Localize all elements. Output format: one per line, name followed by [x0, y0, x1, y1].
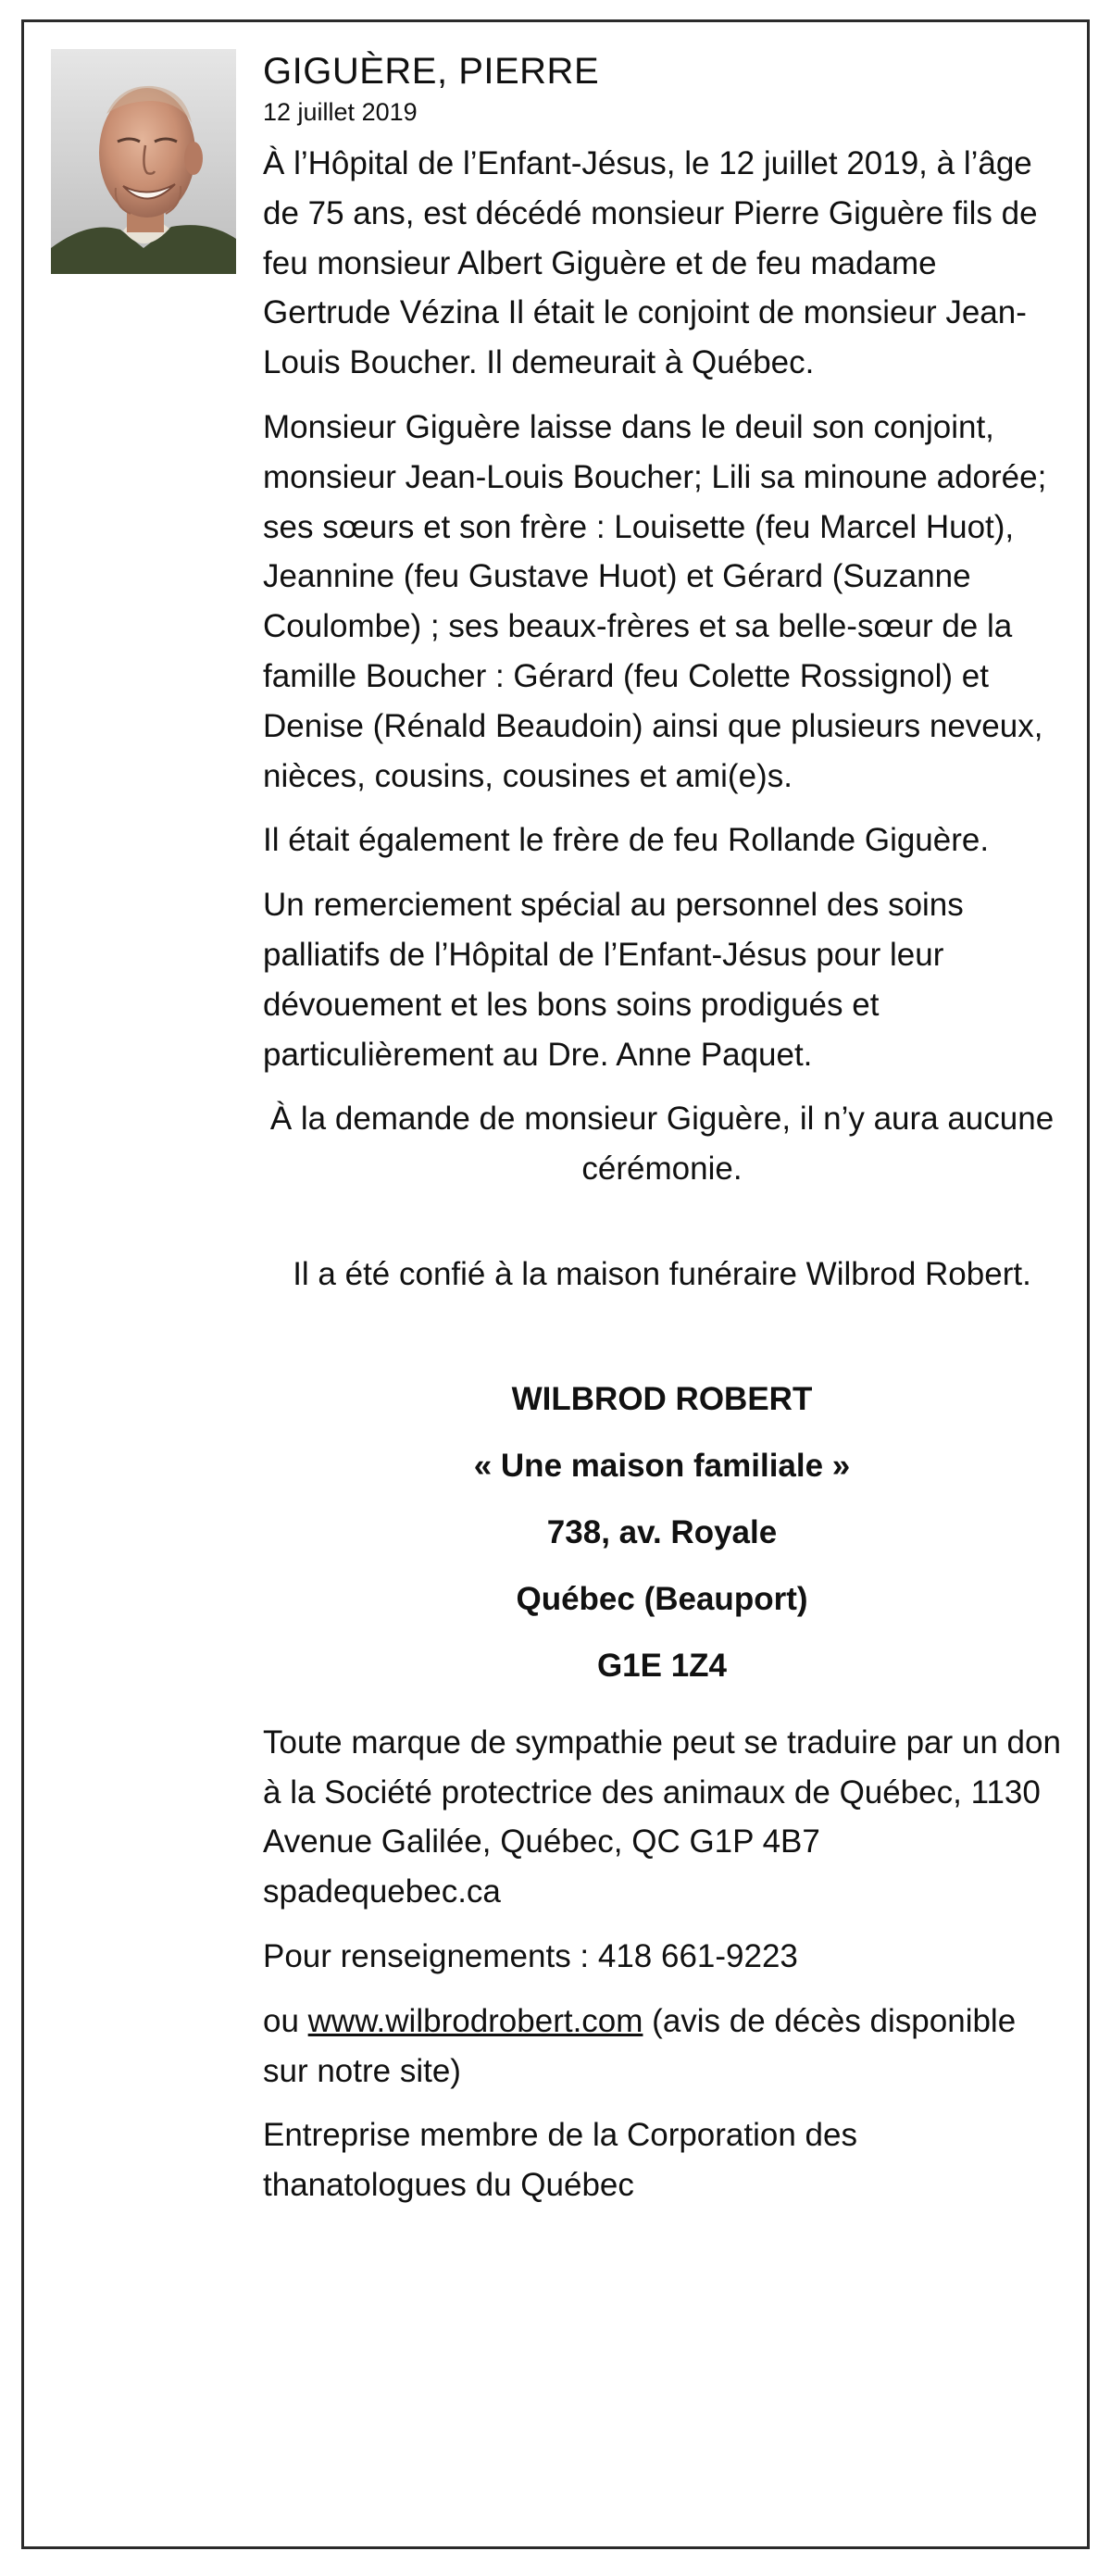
sibling-paragraph: Il était également le frère de feu Rollande Giguère. — [263, 822, 990, 859]
info-phone: Pour renseignements : 418 661-9223 — [263, 1937, 798, 1974]
portrait-image — [51, 49, 236, 274]
portrait-photo — [51, 49, 236, 274]
survivors-paragraph: Monsieur Giguère laisse dans le deuil son conjoint, monsieur Jean-Louis Boucher; Lili sa minoune adorée; ses sœurs et son frère : Louisette (feu Marcel Huot), Jeannine (feu Gustave Huot) et Gérard (Suzanne Coulombe) ; ses beaux-frères et sa belle-sœur de la famille Boucher : Gérard (feu Colette Rossignol) et Denise (Rénald Beaudoin) ainsi que plusieurs neveux, nièces, cousins, cousines et ami(e)s. — [263, 408, 1047, 794]
obituary-content — [263, 46, 1061, 2225]
funeral-home-city: Québec (Beauport) — [516, 1580, 808, 1617]
ceremony-note: À la demande de monsieur Giguère, il n’y aura aucune cérémonie. — [269, 1101, 1055, 1188]
funeral-home-address: 738, av. Royale — [546, 1513, 778, 1550]
death-announcement-paragraph: À l’Hôpital de l’Enfant-Jésus, le 12 juillet 2019, à l’âge de 75 ans, est décédé monsieur Pierre Giguère fils de feu monsieur Albert Giguère et de feu madame Gertrude Vézina Il était le conjoint de monsieur Jean-Louis Boucher. Il demeurait à Québec. — [263, 145, 1038, 381]
website-suffix: (avis de décès disponible sur notre site) — [263, 2002, 1017, 2089]
entrusted-note: Il a été confié à la maison funéraire Wilbrod Robert. — [293, 1255, 1031, 1292]
membership-paragraph: Entreprise membre de la Corporation des thanatologues du Québec — [263, 2117, 857, 2204]
deceased-name: GIGUÈRE, PIERRE — [263, 51, 600, 92]
funeral-home-name: WILBROD ROBERT — [511, 1380, 813, 1417]
website-link[interactable]: www.wilbrodrobert.com — [307, 2002, 643, 2039]
thanks-paragraph: Un remerciement spécial au personnel des soins palliatifs de l’Hôpital de l’Enfant-Jésus pour leur dévouement et les bons soins prodigués et particulièrement au Dre. Anne Paquet. — [263, 887, 964, 1073]
funeral-home-slogan: « Une maison familiale » — [473, 1447, 851, 1484]
funeral-home-block — [263, 1366, 1061, 1699]
death-date: 12 juillet 2019 — [263, 98, 418, 126]
website-prefix: ou — [263, 2002, 308, 2039]
funeral-home-postal-code: G1E 1Z4 — [596, 1647, 728, 1684]
website-paragraph — [263, 1997, 1061, 2097]
donation-paragraph: Toute marque de sympathie peut se traduire par un don à la Société protectrice des animaux de Québec, 1130 Avenue Galilée, Québec, QC G1P 4B7 spadequebec.ca — [263, 1724, 1061, 1910]
